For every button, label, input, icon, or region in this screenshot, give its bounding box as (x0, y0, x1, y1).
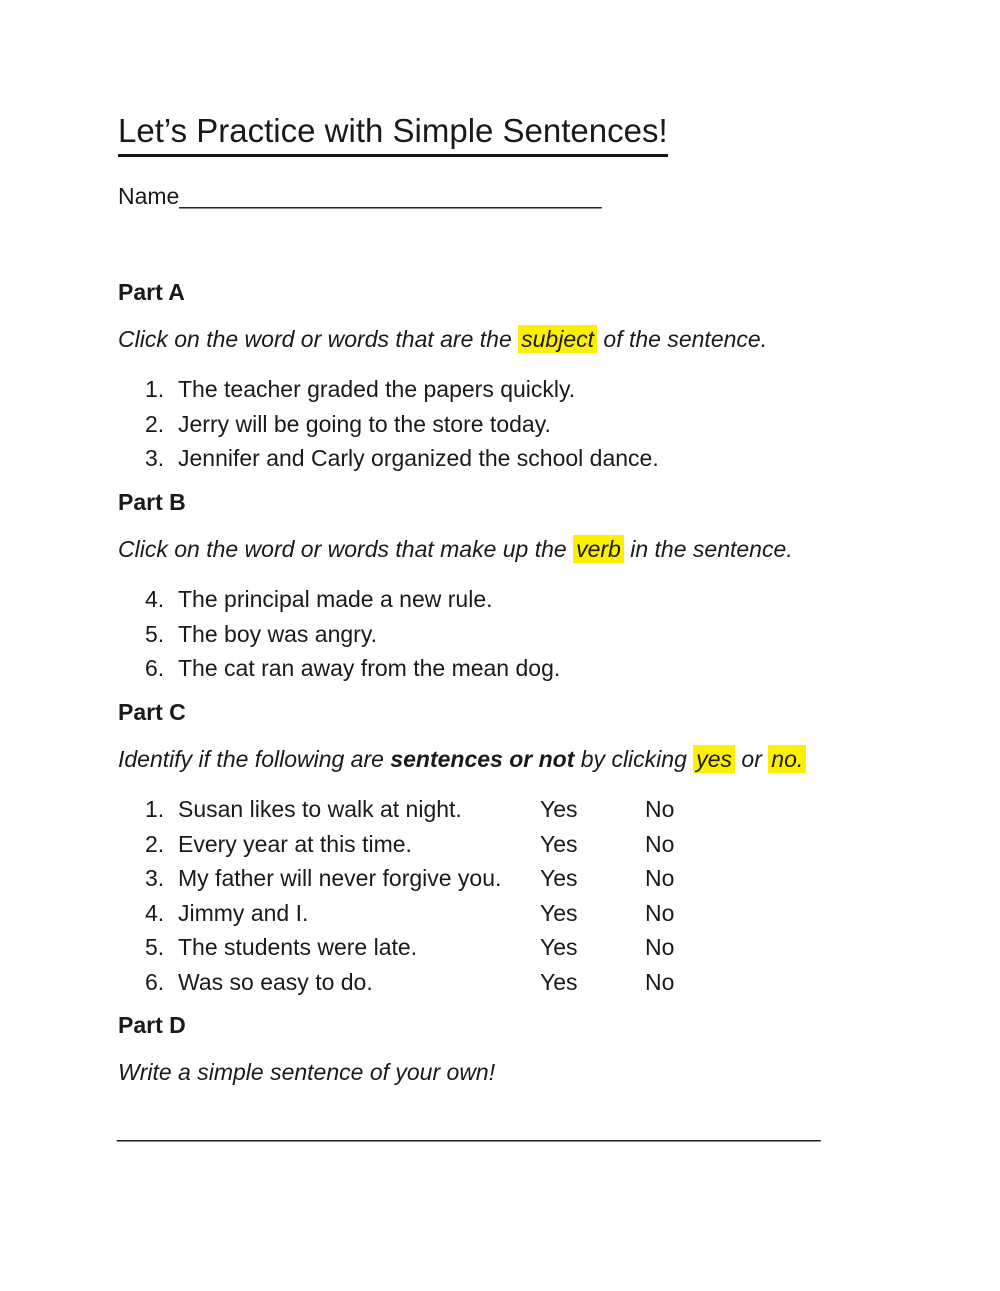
part-c-instruction (118, 746, 806, 773)
list-item (145, 582, 1000, 617)
item-number: 1. (145, 796, 165, 822)
yes-option-6[interactable]: Yes (540, 968, 578, 995)
part-c-instruction-mid: by clicking (574, 746, 694, 772)
part-c-instruction-bold: sentences or not (390, 746, 575, 772)
clickable-sentence[interactable]: The cat ran away from the mean dog. (178, 655, 561, 681)
part-b-instruction-post: in the sentence. (623, 536, 793, 562)
part-b-instruction (118, 536, 793, 563)
part-d-instruction: Write a simple sentence of your own! (118, 1059, 496, 1085)
list-item (145, 792, 1000, 827)
yes-option-5[interactable]: Yes (540, 934, 578, 960)
no-option-4[interactable]: No (645, 899, 675, 926)
list-item (145, 441, 1000, 476)
item-number: 5. (145, 620, 165, 647)
sentence-text: Susan likes to walk at night. (178, 796, 462, 822)
clickable-sentence[interactable]: The teacher graded the papers quickly. (178, 376, 576, 402)
part-a-list (145, 372, 1000, 476)
clickable-sentence[interactable]: Jerry will be going to the store today. (178, 410, 551, 437)
list-item (145, 651, 1000, 686)
part-c-instruction-highlight-no: no. (768, 745, 806, 773)
part-b-list (145, 582, 1000, 686)
part-a-heading: Part A (118, 279, 185, 305)
no-option-1[interactable]: No (645, 796, 675, 822)
item-number: 4. (145, 586, 165, 612)
sentence-text: The students were late. (178, 934, 418, 960)
list-item (145, 827, 1000, 862)
list-item (145, 965, 1000, 1000)
yes-option-4[interactable]: Yes (540, 899, 578, 926)
no-option-6[interactable]: No (645, 968, 675, 995)
sentence-text: Jimmy and I. (178, 899, 309, 926)
no-option-5[interactable]: No (645, 934, 675, 960)
part-a-instruction-highlight: subject (518, 325, 597, 353)
part-b-heading: Part B (118, 489, 186, 515)
part-a-instruction-pre: Click on the word or words that are the (118, 326, 519, 352)
clickable-sentence[interactable]: Jennifer and Carly organized the school dance. (178, 445, 659, 471)
item-number: 6. (145, 655, 165, 681)
part-c-instruction-highlight-yes: yes (693, 745, 735, 773)
list-item (145, 372, 1000, 407)
part-d-heading: Part D (118, 1012, 186, 1038)
name-blank-line[interactable]: _________________________________ (179, 183, 602, 209)
part-c-instruction-pre: Identify if the following are (118, 746, 391, 772)
part-c-heading: Part C (118, 699, 186, 725)
item-number: 4. (145, 899, 165, 926)
list-item (145, 930, 1000, 965)
yes-option-1[interactable]: Yes (540, 796, 578, 822)
name-row (118, 183, 601, 210)
sentence-text: Was so easy to do. (178, 968, 373, 995)
part-c-instruction-or: or (735, 746, 769, 772)
yes-option-3[interactable]: Yes (540, 865, 578, 891)
item-number: 3. (145, 445, 165, 471)
item-number: 2. (145, 830, 165, 857)
part-b-instruction-pre: Click on the word or words that make up the (118, 536, 574, 562)
item-number: 5. (145, 934, 165, 960)
answer-blank-line[interactable]: _______________________________________________________ (117, 1116, 821, 1142)
item-number: 6. (145, 968, 165, 995)
sentence-text: Every year at this time. (178, 830, 412, 857)
item-number: 2. (145, 410, 165, 437)
sentence-text: My father will never forgive you. (178, 865, 502, 891)
list-item (145, 861, 1000, 896)
part-a-instruction (118, 326, 767, 353)
part-c-list (145, 792, 1000, 999)
part-a-instruction-post: of the sentence. (597, 326, 768, 352)
part-b-instruction-highlight: verb (573, 535, 624, 563)
worksheet-title: Let’s Practice with Simple Sentences! (118, 112, 668, 157)
item-number: 3. (145, 865, 165, 891)
list-item (145, 407, 1000, 442)
no-option-2[interactable]: No (645, 830, 675, 857)
clickable-sentence[interactable]: The principal made a new rule. (178, 586, 493, 612)
list-item (145, 896, 1000, 931)
name-label: Name (118, 183, 180, 209)
list-item (145, 617, 1000, 652)
item-number: 1. (145, 376, 165, 402)
no-option-3[interactable]: No (645, 865, 675, 891)
yes-option-2[interactable]: Yes (540, 830, 578, 857)
clickable-sentence[interactable]: The boy was angry. (178, 620, 378, 647)
